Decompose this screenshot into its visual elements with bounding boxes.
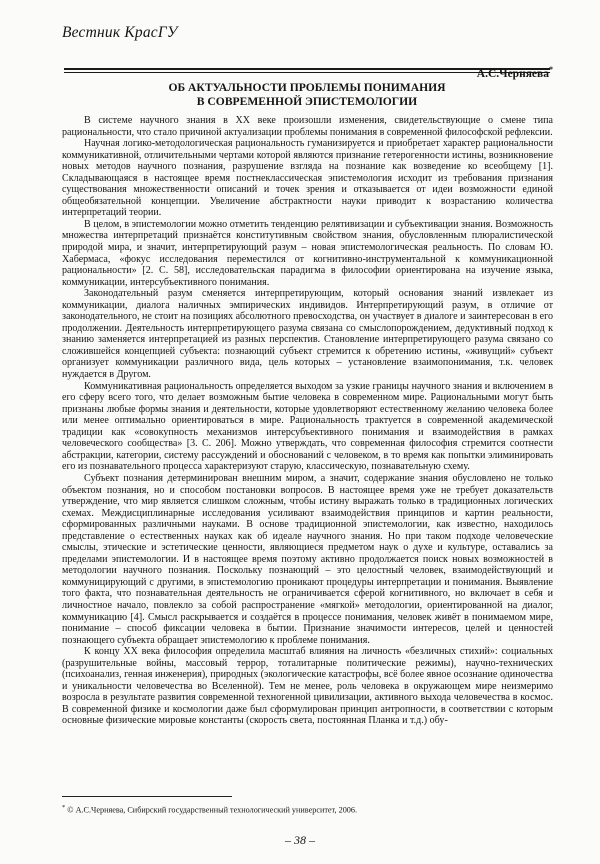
title-line-1: ОБ АКТУАЛЬНОСТИ ПРОБЛЕМЫ ПОНИМАНИЯ — [168, 81, 446, 94]
paragraph-5: Коммуникативная рациональность определяется выходом за узкие границы научного знания и включением в его сферу всего того, что делает возможным бытие человека в современном мире. Рациональными могут быть признаны любые формы знания и деятельности, которые удовлетворяют естественному желанию человека более или менее оптимально ориентироваться в мире. Рациональность трактуется в современной академической традиции как «совокупность механизмов интерсубъективного понимания и взаимодействия в рамках человеческого сообщества» [3. C. 206]. Можно утверждать, что современная философия стремится соотнести абстракции, категории, систему рассуждений и обоснований с человеком, в то время как попытки элиминировать его из познавательного процесса характеризуют старую, классическую, познавательную схему. — [62, 380, 553, 473]
footnote-text: © А.С.Черняева, Сибирский государственный технологический университет, 2006. — [65, 805, 358, 815]
journal-name: Вестник КрасГУ — [62, 24, 178, 41]
title-line-2: В СОВРЕМЕННОЙ ЭПИСТЕМОЛОГИИ — [196, 94, 418, 108]
author-footnote-mark: * — [549, 65, 553, 74]
page-number: – 38 – — [285, 833, 315, 847]
paragraph-4: Законодательный разум сменяется интерпретирующим, который основания знаний извлекает из коммуникации, диалога наличных эмпирических индивидов. Интерпретирующий разум, в отличие от законодательного, не стоит на позициях абсолютного превосходства, он участвует в диалоге и заинтересован в его продолжении. Деятельность интерпретирующего разума связана со смыслопорождением, дедуктивный подход к знанию заменяется интерпретацией из разных перспектив. Становление интерпретирующего разума связано со сложившейся концепцией субъекта: познающий субъект стремится к обретению истины, «живущий» субъект организует коммуникации различного вида, цель которых – установление взаимопонимания, т.к. человек нуждается в Другом. — [62, 288, 553, 381]
footnote — [62, 803, 553, 816]
article-body — [62, 115, 553, 727]
paragraph-7: К концу XX века философия определила масштаб влияния на личность «безличных стихий»: социальных (разрушительные войны, массовый террор, тоталитарные политические режимы), научно-технических (психоанализ, генная инженерия), природных (экологические катастрофы, всё более явное осознание одиночества и уникальности человечества во Вселенной). Тем не менее, роль человека в окружающем мире неизмеримо возросла в результате развития современной техногенной цивилизации, активного выхода человечества в космос. В современной физике и космологии даже был сформулирован принцип антропности, в соответствии с которым основные физические мировые константы (скорость света, постоянная Планка и т.д.) обу- — [62, 646, 553, 727]
paragraph-1: В системе научного знания в XX веке произошли изменения, свидетельствующие о смене типа рациональности, что стало причиной актуализации проблемы понимания в современной философской рефлексии. — [62, 115, 553, 138]
paragraph-3: В целом, в эпистемологии можно отметить тенденцию релятивизации и субъективации знания. Возможность множества интерпретаций признаётся конститутивным свойством знания, обусловленным плюралистической природой мира, и значит, интерпретирующий разум – новая эпистемологическая реальность. По словам Ю. Хабермаса, «фокус исследования переместился от когнитивно-инструментальной к коммуникационной рациональности» [2. C. 58], исследовательская парадигма в философии ориентирована на изучение языка, коммуникации, интерсубъективного понимания. — [62, 218, 553, 288]
footnote-divider — [62, 796, 232, 797]
paragraph-6: Субъект познания детерминирован внешним миром, а значит, содержание знания обусловлено не только объектом познания, но и способом постановки вопросов. В настоящее время уже не требует доказательств утверждение, что мир является слишком сложным, чтобы истину выражать только в традиционных логических схемах. Междисциплинарные исследования усиливают взаимодействия принципов и картин реальности, сформированных различными науками. В основе традиционной эпистемологии, как известно, находилось представление о естественных науках как об идеале научного знания. Но при таком подходе человеческие смыслы, этические и эстетические ценности, являющиеся предметом наук о духе и культуре, оставались за пределами эпистемологии. И в настоящее время поэтому активно продолжается поиск новых возможностей в методологии научного познания. Поскольку познающий – это целостный человек, взаимодействующий и коммуницирующий с другими, в эпистемологию проникают процедуры интерпретации и понимания. Выявление того факта, что познавательная деятельность не ограничивается сферой когнитивного, но включает в себя и личностное начало, повлекло за собой распространение «мягкой» методологии, ориентированной на диалог, коммуникацию [4]. Смысл раскрывается и создаётся в процессе понимания, человек живёт в понимаемом мире, понимание – способ фиксации человека в бытии. Признание значимости интересов, целей и ценностей познающего субъекта обращает эпистемологию к проблеме понимания. — [62, 472, 553, 646]
author-text: А.С.Черняева — [476, 67, 549, 80]
paragraph-2: Научная логико-методологическая рациональность гуманизируется и приобретает характер рациональности коммуникативной, отличительными чертами которой являются признание гетерогенности истины, возникновение новых методов научного познания, разрушение взгляда на познание как возведение ко всеобщему [1]. Складывающаяся в настоящее время постнеклассическая эпистемология исходит из требования признания существования множественности описаний и точек зрения и отказывается от идеи возможности единой общеобязательной концепции. Увеличение абстрактности науки приводит к возрастанию количества интерпретаций теории. — [62, 138, 553, 219]
article-title — [62, 81, 552, 108]
author-name — [477, 65, 553, 80]
running-header — [62, 24, 552, 46]
footnote-mark: * — [62, 804, 66, 811]
